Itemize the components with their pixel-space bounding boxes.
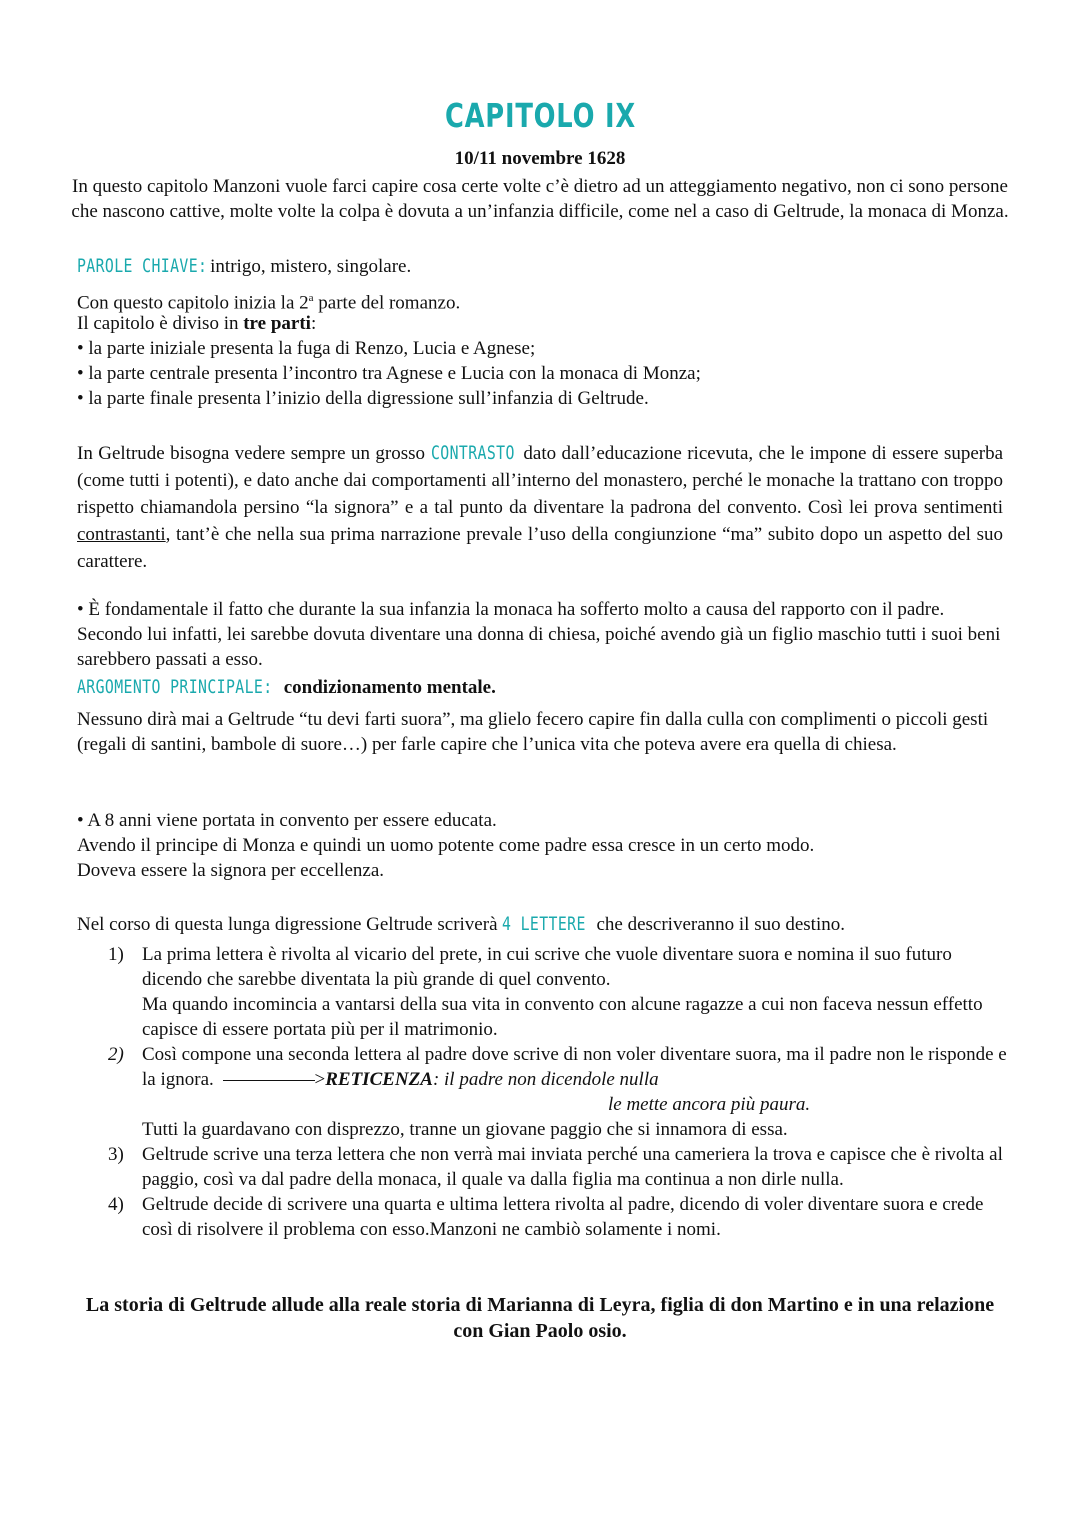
- list-item-extra: Tutti la guardavano con disprezzo, tranne un giovane paggio che si innamora di essa.: [142, 1119, 788, 1140]
- keywords-line: [77, 254, 1003, 279]
- arrow-head: >: [314, 1069, 326, 1090]
- division-colon: :: [310, 313, 317, 334]
- age8-line3: Doveva essere la signora per eccellenza.: [77, 860, 384, 881]
- main-topic-line: [77, 675, 1003, 700]
- contrast-text-body: dato dall’educazione ricevuta, che le impone di essere superba (come tutti i potenti), e dato anche dai comportamenti all’interno del monastero, perché le monache la trattano con troppo rispetto chiamandola persino “la signora” e a tal punto da diventare la padrona del convento. Così lei prova sentimenti: [77, 443, 1004, 518]
- letters-keyword: 4 LETTERE: [502, 913, 587, 935]
- letters-intro-text: Nel corso di questa lunga digressione Geltrude scriverà: [77, 914, 498, 935]
- list-item: • la parte centrale presenta l’incontro tra Agnese e Lucia con la monaca di Monza;: [77, 363, 701, 384]
- main-topic-label: ARGOMENTO PRINCIPALE:: [77, 676, 273, 698]
- reticence-label: RETICENZA: [325, 1069, 433, 1090]
- list-item: [108, 1192, 1008, 1242]
- age8-line1: • A 8 anni viene portata in convento per essere educata.: [77, 810, 497, 831]
- arrow-line: [223, 1080, 315, 1081]
- conditioning-paragraph: Nessuno dirà mai a Geltrude “tu devi farti suora”, ma glielo fecero capire fin dalla culla con complimenti o piccoli gesti (regali di santini, bambole di suore…) per farle capire che l’unica vita che poteva avere era quella di chiesa.: [77, 709, 989, 755]
- chapter-date: 10/11 novembre 1628: [454, 148, 626, 169]
- list-item-text: Geltrude scrive una terza lettera che non verrà mai inviata perché una cameriera la trova e capisce che è rivolta al paggio, così va dal padre della monaca, il quale va dalla figlia ma continua a non dirle nulla.: [142, 1144, 1003, 1190]
- list-item: • la parte finale presenta l’inizio della digressione sull’infanzia di Geltrude.: [77, 388, 649, 409]
- part-two-text: Con questo capitolo inizia la 2: [77, 292, 309, 314]
- contrast-text: In Geltrude bisogna vedere sempre un grosso: [77, 443, 426, 464]
- age8-line2: Avendo il principe di Monza e quindi un uomo potente come padre essa cresce in un certo modo.: [77, 835, 815, 856]
- contrast-keyword: CONTRASTO: [430, 442, 515, 464]
- list-item-number: 2): [108, 1044, 124, 1065]
- list-item: • la parte iniziale presenta la fuga di Renzo, Lucia e Agnese;: [77, 338, 536, 359]
- part-two-text-end: parte del romanzo.: [313, 292, 461, 314]
- list-item-text: Geltrude decide di scrivere una quarta e ultima lettera rivolta al padre, dicendo di voler diventare suora e crede così di risolvere il problema con esso.Manzoni ne cambiò solamente i nomi.: [142, 1194, 984, 1240]
- list-item-text: la parte iniziale presenta la fuga di Renzo, Lucia e Agnese;: [88, 338, 536, 359]
- division-bold: tre parti: [243, 313, 311, 334]
- division-text: Il capitolo è diviso in: [77, 313, 244, 334]
- chapter-title: CAPITOLO IX: [444, 96, 636, 135]
- contrast-text-end: , tant’è che nella sua prima narrazione prevale l’uso della congiunzione “ma” subito dopo un aspetto del suo carattere.: [77, 524, 1003, 572]
- list-item-extra: Ma quando incomincia a vantarsi della sua vita in convento con alcune ragazze a cui non faceva nessun effetto capisce di essere portata più per il matrimonio.: [142, 994, 983, 1040]
- division-line: [77, 311, 1003, 336]
- letters-intro: [77, 912, 1003, 937]
- childhood-text: È fondamentale il fatto che durante la sua infanzia la monaca ha sofferto molto a causa del rapporto con il padre. Secondo lui infatti, lei sarebbe dovuta diventare una donna di chiesa, poiché avendo già un figlio maschio tutti i suoi beni sarebbero passati a esso.: [77, 599, 1001, 670]
- childhood-paragraph: • È fondamentale il fatto che durante la sua infanzia la monaca ha sofferto molto a causa del rapporto con il padre. Secondo lui infatti, lei sarebbe dovuta diventare una donna di chiesa, poiché avendo già un figlio maschio tutti i suoi beni sarebbero passati a esso.: [77, 599, 1001, 670]
- reticence-text: : il padre non dicendole nulla: [432, 1069, 659, 1090]
- contrast-paragraph: [77, 440, 1003, 575]
- list-item-number: 4): [108, 1194, 124, 1215]
- list-item-number: 3): [108, 1144, 124, 1165]
- letters-list: [108, 942, 1008, 1242]
- keywords-text: intrigo, mistero, singolare.: [210, 256, 412, 277]
- list-item-text: Così compone una seconda lettera al padre dove scrive di non voler diventare suora, ma il padre non le risponde e la ignora.: [142, 1044, 1007, 1090]
- part-two-ordinal: a: [308, 292, 314, 304]
- keywords-label: PAROLE CHIAVE:: [77, 255, 208, 277]
- list-item: [108, 942, 1008, 1042]
- intro-paragraph: In questo capitolo Manzoni vuole farci capire cosa certe volte c’è dietro ad un atteggiamento negativo, non ci sono persone che nascono cattive, molte volte la colpa è dovuta a un’infanzia difficile, come nel a caso di Geltrude, la monaca di Monza.: [71, 176, 1009, 222]
- list-item: [108, 1142, 1008, 1192]
- contrast-underlined: contrastanti: [77, 524, 166, 545]
- final-note: La storia di Geltrude allude alla reale storia di Marianna di Leyra, figlia di don Martino e in una relazione con Gian Paolo osio.: [85, 1294, 995, 1342]
- list-item-number: 1): [108, 944, 124, 965]
- list-item: [108, 1042, 1008, 1142]
- list-item-text: La prima lettera è rivolta al vicario del prete, in cui scrive che vuole diventare suora e nomina il suo futuro dicendo che sarebbe diventata la più grande di quel convento.: [142, 944, 952, 990]
- age8-text: A 8 anni viene portata in convento per essere educata.: [87, 810, 497, 831]
- reticence-text-cont: le mette ancora più paura.: [608, 1094, 811, 1115]
- list-item-text: la parte centrale presenta l’incontro tra Agnese e Lucia con la monaca di Monza;: [88, 363, 701, 384]
- main-topic-text: condizionamento mentale.: [283, 677, 496, 698]
- list-item-text: la parte finale presenta l’inizio della digressione sull’infanzia di Geltrude.: [88, 388, 649, 409]
- letters-intro-text-end: che descriveranno il suo destino.: [596, 914, 845, 935]
